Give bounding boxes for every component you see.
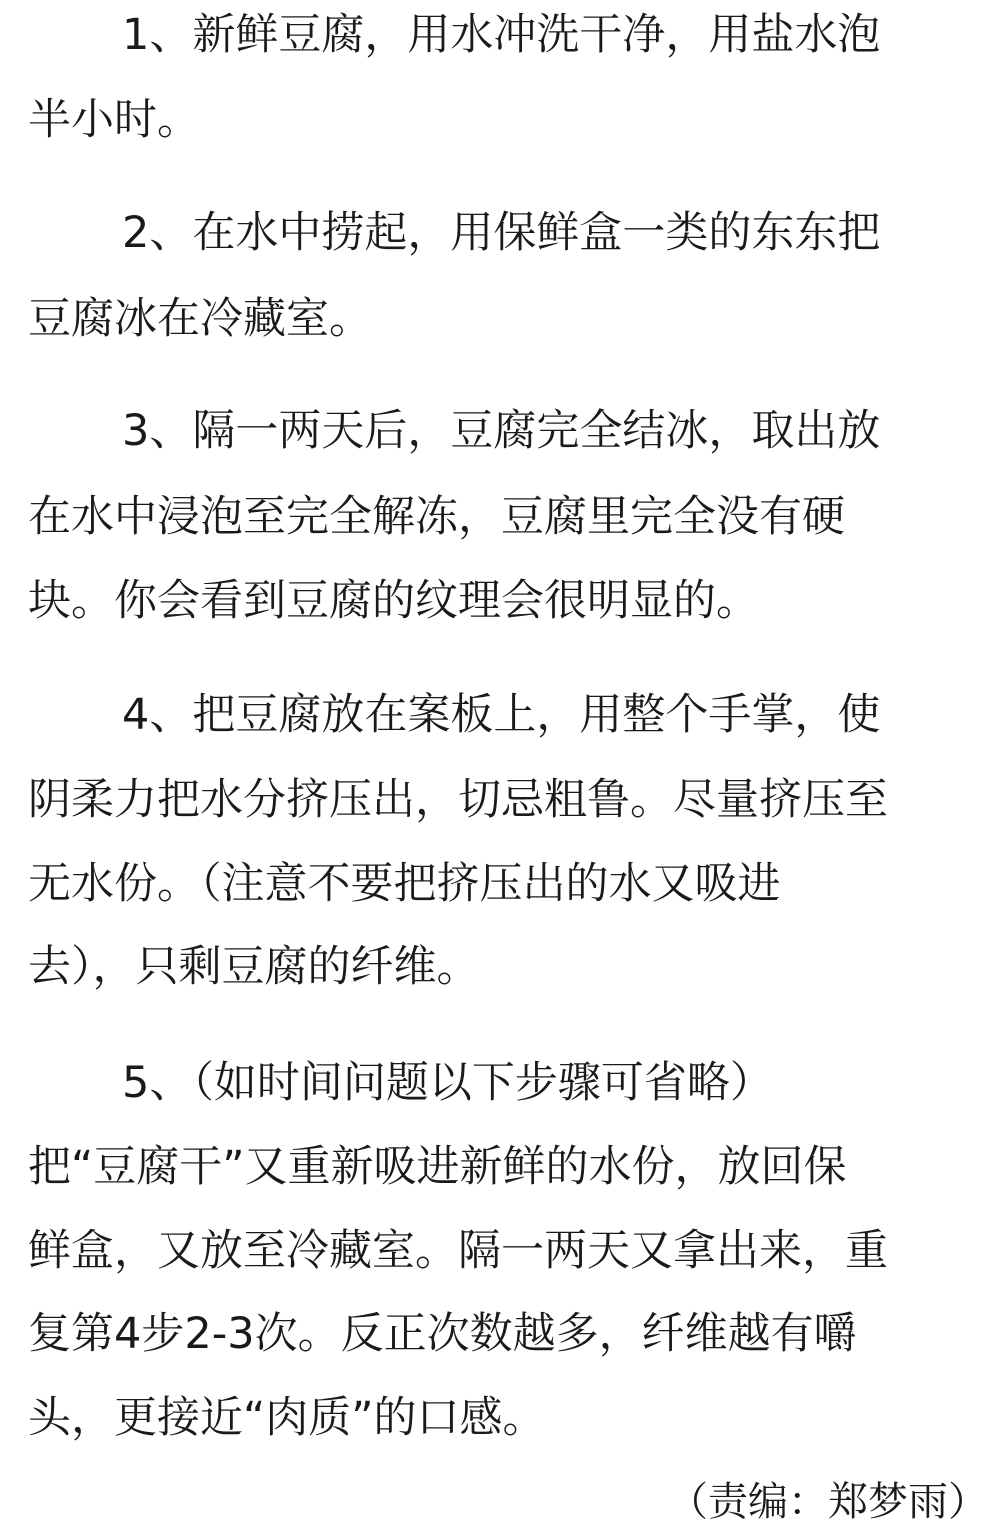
step-5-line-1: 5、（如时间问题以下步骤可省略）	[122, 1058, 773, 1108]
step-3-line-1: 3、隔一两天后，豆腐完全结冰，取出放	[122, 406, 881, 456]
step-4-line-1: 4、把豆腐放在案板上，用整个手掌，使	[122, 690, 881, 740]
editor-credit: （责编：郑梦雨）	[668, 1479, 988, 1525]
step-5-line-5: 头，更接近“肉质”的口感。	[28, 1393, 546, 1443]
step-5-line-2: 把“豆腐干”又重新吸进新鲜的水份，放回保	[28, 1142, 847, 1192]
step-5-line-4: 复第4步2-3次。反正次数越多，纤维越有嚼	[28, 1309, 857, 1359]
step-3-line-2: 在水中浸泡至完全解冻，豆腐里完全没有硬	[28, 492, 845, 542]
step-4-line-2: 阴柔力把水分挤压出，切忌粗鲁。尽量挤压至	[28, 775, 888, 825]
step-4-line-4: 去），只剩豆腐的纤维。	[28, 942, 480, 992]
step-1-line-1: 1、新鲜豆腐，用水冲洗干净，用盐水泡	[122, 10, 881, 60]
step-1-line-2: 半小时。	[28, 95, 200, 145]
step-5-line-3: 鲜盒，又放至冷藏室。隔一两天又拿出来，重	[28, 1226, 888, 1276]
step-2-line-2: 豆腐冰在冷藏室。	[28, 294, 372, 344]
step-2-line-1: 2、在水中捞起，用保鲜盒一类的东东把	[122, 208, 881, 258]
step-4-line-3: 无水份。（注意不要把挤压出的水又吸进	[28, 859, 781, 909]
step-3-line-3: 块。你会看到豆腐的纹理会很明显的。	[28, 576, 759, 626]
